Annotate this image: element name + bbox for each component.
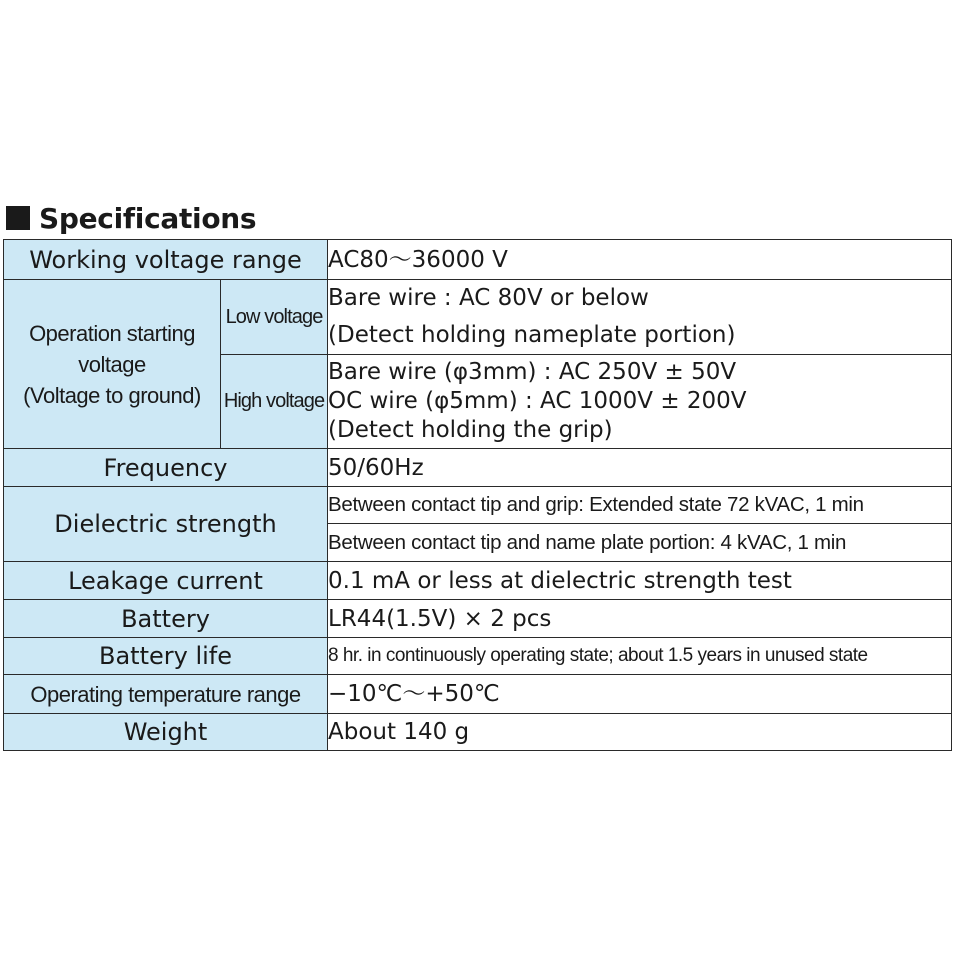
- table-row: [4, 600, 952, 638]
- spec-label: Frequency: [4, 449, 328, 487]
- value-line: (Detect holding nameplate portion): [328, 322, 736, 348]
- spec-label: Weight: [4, 714, 328, 751]
- spec-value: 0.1 mA or less at dielectric strength test: [328, 562, 952, 600]
- spec-sublabel-low-voltage: Low voltage: [221, 280, 328, 355]
- spec-value: −10℃～+50℃: [328, 675, 952, 714]
- spec-table: [3, 239, 952, 751]
- table-row: [4, 240, 952, 280]
- spec-label: Working voltage range: [4, 240, 328, 280]
- label-line: voltage: [78, 351, 146, 377]
- spec-value-high-voltage: [328, 355, 952, 449]
- table-row: [4, 562, 952, 600]
- spec-value: About 140 g: [328, 714, 952, 751]
- table-row: [4, 449, 952, 487]
- spec-value: Between contact tip and name plate portion: 4 kVAC, 1 min: [328, 524, 952, 562]
- spec-label: Leakage current: [4, 562, 328, 600]
- spec-value-low-voltage: [328, 280, 952, 355]
- spec-sublabel-high-voltage: High voltage: [221, 355, 328, 449]
- value-line: OC wire (φ5mm) : AC 1000V ± 200V: [328, 388, 747, 414]
- section-title: Specifications: [39, 201, 257, 235]
- spec-value: 50/60Hz: [328, 449, 952, 487]
- table-row: [4, 487, 952, 524]
- spec-label: Battery life: [4, 638, 328, 675]
- spec-label: Dielectric strength: [4, 487, 328, 562]
- table-row: [4, 714, 952, 751]
- spec-value: 8 hr. in continuously operating state; about 1.5 years in unused state: [328, 638, 952, 675]
- section-heading: [6, 198, 256, 238]
- spec-label: Battery: [4, 600, 328, 638]
- table-row: [4, 675, 952, 714]
- spec-value: LR44(1.5V) × 2 pcs: [328, 600, 952, 638]
- spec-value: AC80～36000 V: [328, 240, 952, 280]
- table-row: [4, 638, 952, 675]
- label-line: (Voltage to ground): [23, 382, 201, 408]
- value-line: Bare wire (φ3mm) : AC 250V ± 50V: [328, 359, 737, 385]
- label-line: Operation starting: [29, 320, 195, 346]
- table-row: [4, 280, 952, 355]
- spec-label: Operating temperature range: [4, 675, 328, 714]
- spec-value: Between contact tip and grip: Extended state 72 kVAC, 1 min: [328, 487, 952, 524]
- spec-label-operation-starting: [4, 280, 221, 449]
- value-line: Bare wire : AC 80V or below: [328, 285, 649, 311]
- square-bullet-icon: [6, 206, 30, 230]
- value-line: (Detect holding the grip): [328, 417, 613, 443]
